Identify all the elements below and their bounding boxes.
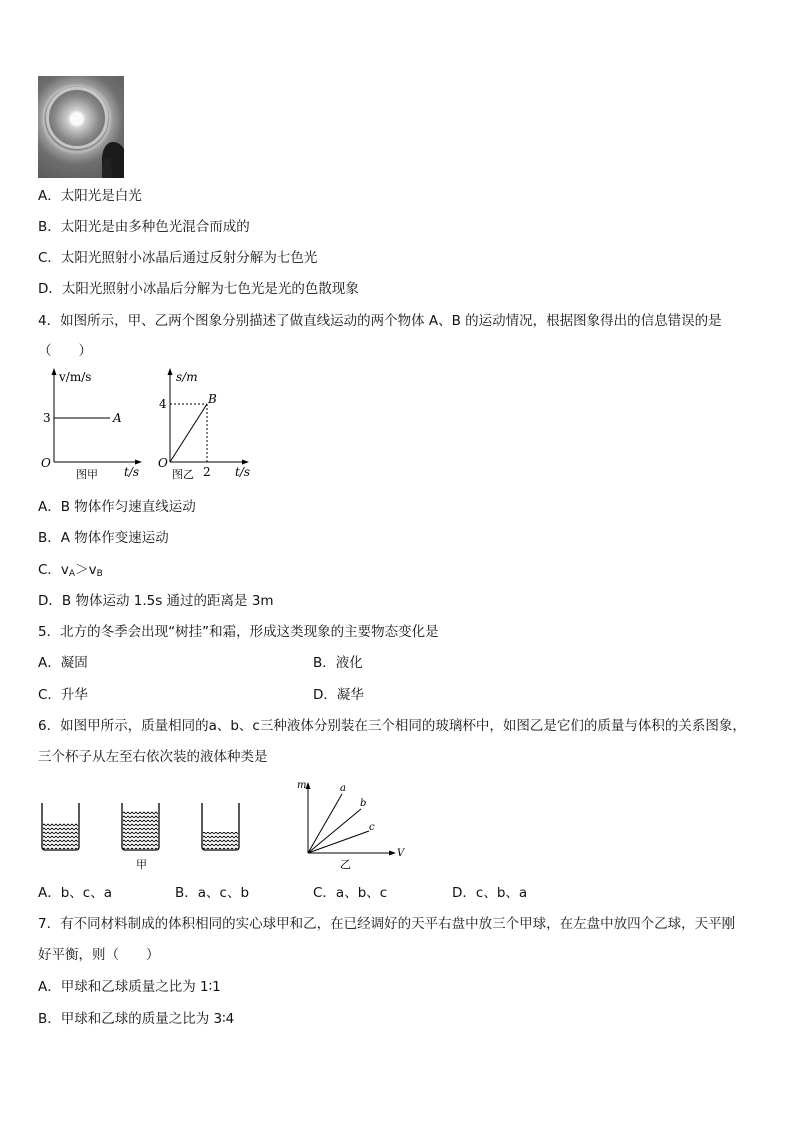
q3-option-a: A．太阳光是白光 <box>38 188 142 204</box>
q4-g2-y-tick: 4 <box>159 397 167 411</box>
q7-option-a: A．甲球和乙球质量之比为 1∶1 <box>38 979 221 995</box>
q6-line-a: a <box>340 783 346 794</box>
cup-right <box>202 803 239 850</box>
cup-middle <box>122 803 159 850</box>
q4-g1-y-label: v/m/s <box>59 370 92 384</box>
q6-option-c: C．a、b、c <box>313 885 388 901</box>
q6-mv-graph <box>292 776 407 874</box>
q5-stem: 5．北方的冬季会出现“树挂”和霜，形成这类现象的主要物态变化是 <box>38 624 439 640</box>
q4-option-b: B．A 物体作变速运动 <box>38 530 169 546</box>
q6-cups-caption: 甲 <box>136 858 147 871</box>
q4-g2-point-label: B <box>208 392 217 406</box>
q4-stem: 4．如图所示，甲、乙两个图象分别描述了做直线运动的两个物体 A、B 的运动情况，根据图象得出的信息错误的是 <box>38 313 722 329</box>
q4-option-d: D．B 物体运动 1.5s 通过的距离是 3m <box>38 593 274 609</box>
q6-line-c: c <box>369 822 375 833</box>
q6-graph-y-label: m <box>297 780 307 791</box>
q5-option-c: C．升华 <box>38 687 88 703</box>
q6-line-b: b <box>360 798 367 809</box>
q6-graph-caption: 乙 <box>340 858 351 871</box>
q4-g2-caption: 图乙 <box>172 468 194 481</box>
q4-g1-origin: O <box>41 456 51 470</box>
q4-g1-caption: 图甲 <box>76 468 98 481</box>
q4-g2-x-tick: 2 <box>203 465 211 479</box>
q4-graph-yi <box>155 366 255 484</box>
sun-halo-photo <box>38 76 124 178</box>
tree-silhouette-small <box>102 158 112 178</box>
q6-stem-line1: 6．如图甲所示，质量相同的a、b、c三种液体分别装在三个相同的玻璃杯中，如图乙是它们的质量与体积的关系图象， <box>38 718 746 734</box>
q4-g2-y-label: s/m <box>176 370 198 384</box>
q4-option-a: A．B 物体作匀速直线运动 <box>38 499 196 515</box>
q4-g2-origin: O <box>158 456 168 470</box>
q4-g2-x-label: t/s <box>235 465 251 479</box>
q6-option-b: B．a、c、b <box>175 885 250 901</box>
q6-graph-x-label: V <box>397 848 405 859</box>
q3-option-c: C．太阳光照射小冰晶后通过反射分解为七色光 <box>38 250 318 266</box>
halo-ring <box>46 87 108 149</box>
q7-option-b: B．甲球和乙球的质量之比为 3∶4 <box>38 1011 235 1027</box>
q4-option-c: C．$v_A>v_B$ <box>38 562 103 579</box>
q5-option-b: B．液化 <box>313 655 363 671</box>
q5-option-a: A．凝固 <box>38 655 88 671</box>
q6-cups-figure <box>38 795 248 875</box>
q4-graph-jia <box>38 366 148 484</box>
q4-g1-x-label: t/s <box>124 465 140 479</box>
q3-option-d: D．太阳光照射小冰晶后分解为七色光是光的色散现象 <box>38 281 359 297</box>
q6-option-a: A．b、c、a <box>38 885 112 901</box>
q7-stem-line1: 7．有不同材料制成的体积相同的实心球甲和乙，在已经调好的天平右盘中放三个甲球，在左盘中放四个乙球，天平刚 <box>38 916 736 932</box>
q4-paren: （ ） <box>38 343 92 359</box>
q4-g1-y-tick: 3 <box>43 411 51 425</box>
q5-option-d: D．凝华 <box>313 687 364 703</box>
cup-left <box>42 803 79 850</box>
q4-g1-line-label: A <box>113 411 122 425</box>
q6-option-d: D．c、b、a <box>452 885 528 901</box>
q3-option-b: B．太阳光是由多种色光混合而成的 <box>38 219 250 235</box>
q7-stem-line2: 好平衡，则（ ） <box>38 947 160 963</box>
q6-stem-line2: 三个杯子从左至右依次装的液体种类是 <box>38 749 268 765</box>
